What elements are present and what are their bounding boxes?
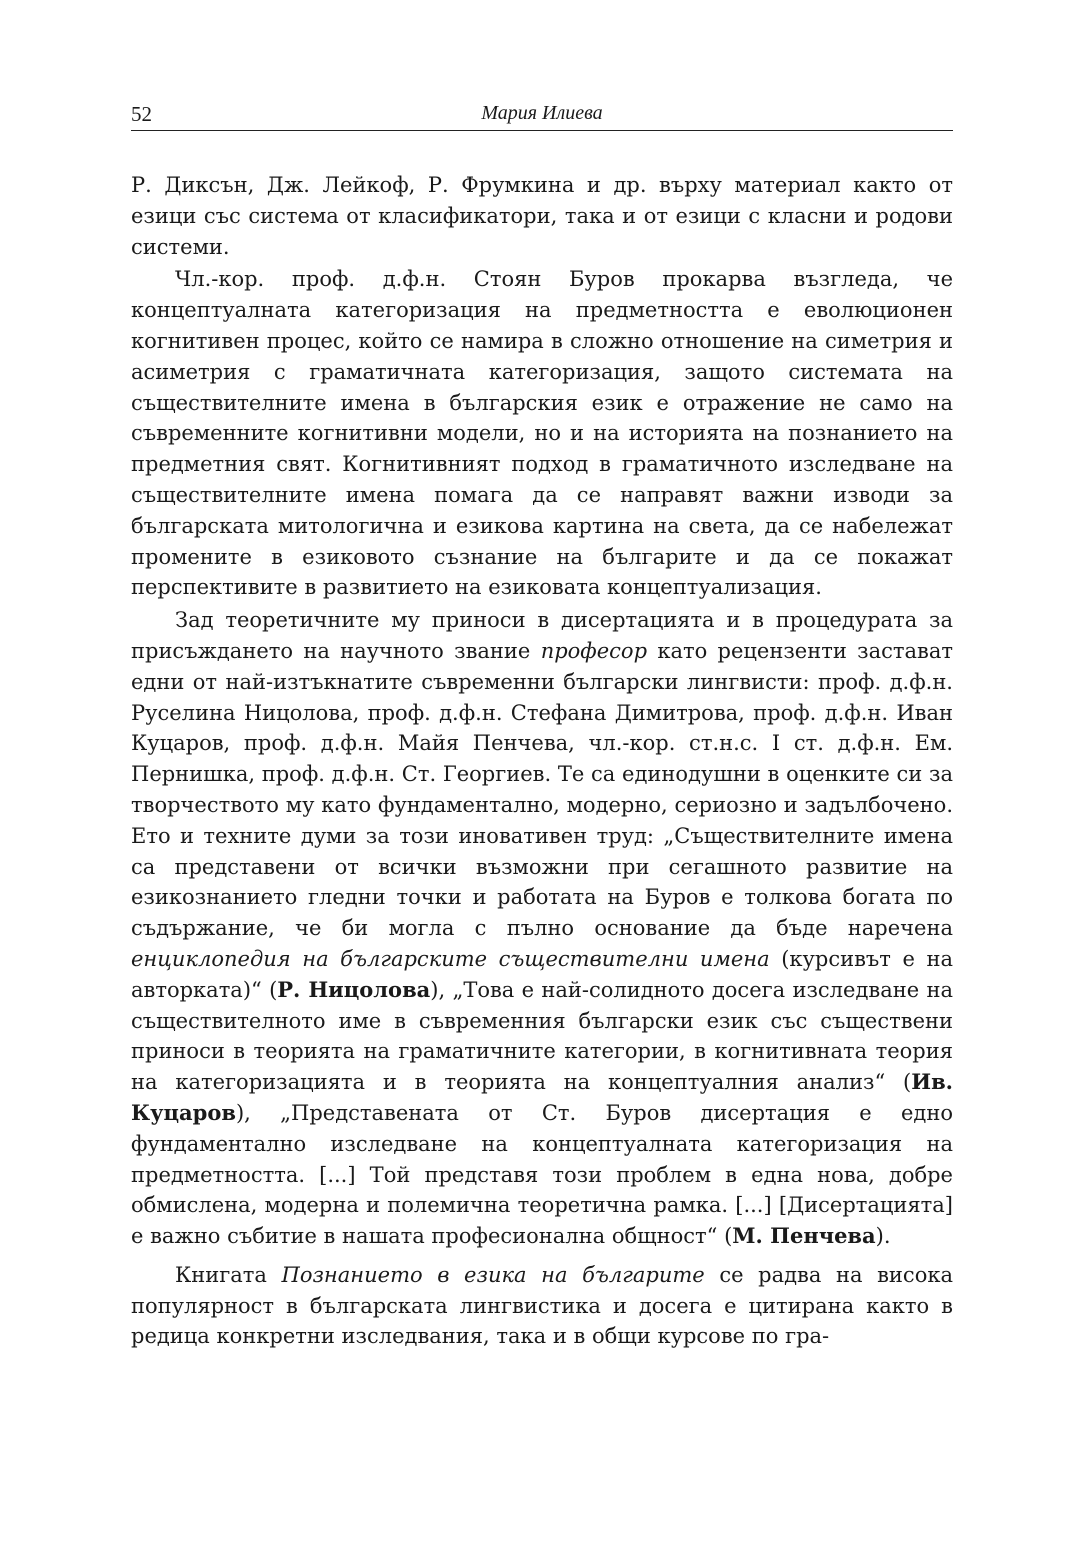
reviewer-name: Ив. Куцаров: [131, 1069, 953, 1125]
paragraph-3-text: (курсивът е на авторката)“ (: [131, 946, 953, 1002]
paragraph-3-text: Зад теоретичните му приноси в дисертацията и в процедурата за присъждането на научното звание: [131, 608, 953, 663]
running-title: Мария Илиева: [481, 102, 603, 124]
paragraph-3-text: ).: [875, 1224, 891, 1249]
paragraph-3-text: ), „Това е най-солидното досега изследване на съществителното име в съвременния български език със съществени приноси в теорията на граматичните категории, в когнитивната теория на категоризацията и в теорията на концептуалния анализ“ (: [131, 977, 953, 1095]
paragraph-1-text: Р. Диксън, Дж. Лейкоф, Р. Фрумкина и др. върху материал както от езици със система от класификатори, така и от езици с класни и родови системи.: [131, 173, 953, 259]
paragraph-3: [131, 605, 953, 1252]
italic-term-professor: професор: [540, 638, 648, 663]
paragraph-2-text: Чл.-кор. проф. д.ф.н. Стоян Буров прокарва възгледа, че концептуалната категоризация на предметността е еволюционен когнитивен процес, който се намира в сложно отношение на симетрия и асиметрия с граматичната категоризация, защото системата на съществителните имена в българския език е отражение не само на съвременните когнитивни модели, но и на историята на познанието на предметния свят. Когнитивният подход в граматичното изследване на съществителните имена помага да се направят важни изводи за българската митологична и езикова картина на света, да се набележат промените в езиковото съзнание на българите и да се покажат перспективите в развитието на езиковата концептуализация.: [131, 267, 953, 600]
body-text: [131, 170, 953, 1354]
paragraph-3-text: ), „Представената от Ст. Буров дисертация е едно фундаментално изследване на концептуалната категоризация на предметността. [...] Той представя този проблем в една нова, добре обмислена, модерна и полемична теоретична рамка. [...] [Дисертацията] е важно събитие в нашата професионална общност“ (: [131, 1100, 953, 1249]
italic-book-title: Познанието в езика на българите: [281, 1262, 705, 1287]
paragraph-2: [131, 264, 953, 603]
paragraph-1: [131, 170, 953, 262]
paragraph-3-text: като рецензенти застават едни от най-изтъкнатите съвременни български лингвисти: проф. д.ф.н. Руселина Ницолова, проф. д.ф.н. Стефана Димитрова, проф. д.ф.н. Иван Куцаров, проф. д.ф.н. Майя Пенчева, чл.-кор. ст.н.с. I ст. д.ф.н. Ем. Пернишка, проф. д.ф.н. Ст. Георгиев. Те са единодушни в оценките си за творчеството му като фундаментално, модерно, сериозно и задълбочено. Ето и техните думи за този иновативен труд: „Съществителните имена са представени от всички възможни при сегашното развитие на езикознанието гледни точки и работата на Буров е толкова богата по съдържание, че би могла с пълно основание да бъде наречена: [131, 638, 954, 941]
reviewer-name: М. Пенчева: [732, 1223, 876, 1249]
paragraph-4: [131, 1260, 953, 1352]
paragraph-4-text: се радва на висока популярност в българската лингвистика и досега е цитирана както в редица конкретни изследвания, така и в общи курсове по гра-: [131, 1262, 953, 1349]
page-header: [131, 100, 953, 131]
reviewer-name: Р. Ницолова: [277, 976, 431, 1002]
page-number: 52: [131, 102, 152, 126]
italic-term-encyclopedia: енциклопедия на българските съществителни имена: [131, 946, 770, 971]
paragraph-4-text: Книгата: [175, 1262, 282, 1287]
